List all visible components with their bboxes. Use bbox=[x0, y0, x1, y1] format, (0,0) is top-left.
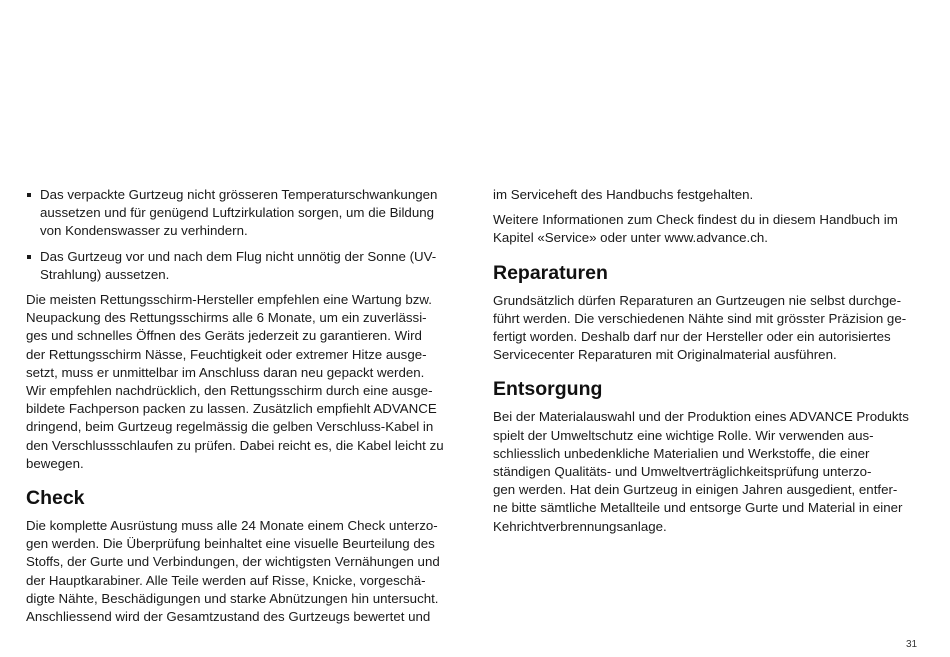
text-line: im Serviceheft des Handbuchs festgehalten. bbox=[493, 187, 754, 202]
text-line: ne bitte sämtliche Metallteile und entsorge Gurte und Material in einer bbox=[493, 500, 903, 516]
check-paragraph bbox=[26, 517, 454, 626]
page-number: 31 bbox=[906, 639, 918, 650]
bullet-square-icon bbox=[27, 193, 31, 197]
text-line: fertigt worden. Deshalb darf nur der Hersteller oder ein autorisiertes bbox=[493, 329, 891, 345]
text-line: Das Gurtzeug vor und nach dem Flug nicht unnötig der Sonne (UV- bbox=[40, 248, 437, 264]
text-line: gen werden. Die Überprüfung beinhaltet eine visuelle Beurteilung des bbox=[26, 536, 435, 552]
text-line: dringend, beim Gurtzeug regelmässig die gelben Verschluss-Kabel in bbox=[26, 419, 434, 435]
disposal-paragraph bbox=[493, 408, 917, 535]
text-line: Weitere Informationen zum Check findest du in diesem Handbuch im bbox=[493, 212, 898, 228]
list-item bbox=[26, 186, 454, 241]
section-heading-repairs: Reparaturen bbox=[493, 261, 608, 284]
text-line: der Rettungsschirm Nässe, Feuchtigkeit oder extremer Hitze ausge- bbox=[26, 346, 427, 362]
list-item bbox=[26, 248, 454, 284]
text-line: spielt der Umweltschutz eine wichtige Rolle. Wir verwenden aus- bbox=[493, 427, 874, 443]
text-line: bewegen. bbox=[26, 455, 84, 471]
text-line: den Verschlussschlaufen zu prüfen. Dabei reicht es, die Kabel leicht zu bbox=[26, 437, 444, 453]
text-line: bildete Fachperson packen zu lassen. Zusätzlich empfiehlt ADVANCE bbox=[26, 401, 437, 417]
text-line: schliesslich unbedenkliche Materialien und Werkstoffe, die einer bbox=[493, 445, 870, 461]
text-line: gen werden. Hat dein Gurtzeug in einigen Jahren ausgedient, entfer- bbox=[493, 482, 898, 498]
text-line: ges und schnelles Öffnen des Geräts jederzeit zu garantieren. Wird bbox=[26, 328, 422, 344]
text-line: Das verpackte Gurtzeug nicht grösseren Temperaturschwankungen bbox=[40, 187, 438, 202]
text-line: ständigen Qualitäts- und Umweltverträglichkeitsprüfung unterzo- bbox=[493, 464, 872, 480]
text-line: Wir empfehlen nachdrücklich, den Rettungsschirm durch eine ausge- bbox=[26, 383, 433, 399]
text-line: Die meisten Rettungsschirm-Hersteller empfehlen eine Wartung bzw. bbox=[26, 292, 432, 308]
repairs-paragraph bbox=[493, 292, 917, 365]
text-line: aussetzen und für genügend Luftzirkulation sorgen, um die Bildung bbox=[40, 205, 434, 221]
check-continued-paragraph bbox=[493, 186, 917, 204]
text-line: Strahlung) aussetzen. bbox=[40, 266, 170, 282]
text-line: Kehrichtverbrennungsanlage. bbox=[493, 518, 667, 534]
left-column bbox=[26, 186, 454, 633]
bullet-square-icon bbox=[27, 255, 31, 259]
section-heading-check: Check bbox=[26, 487, 85, 510]
text-line: Kapitel «Service» oder unter www.advance.ch. bbox=[493, 230, 768, 246]
text-line: der Hauptkarabiner. Alle Teile werden auf Risse, Knicke, vorgeschä- bbox=[26, 572, 426, 588]
right-column bbox=[493, 186, 917, 543]
text-line: Servicecenter Reparaturen mit Originalmaterial ausführen. bbox=[493, 347, 837, 363]
text-line: setzt, muss er unmittelbar im Anschluss daran neu gepackt werden. bbox=[26, 364, 425, 380]
text-line: Bei der Materialauswahl und der Produktion eines ADVANCE Produkts bbox=[493, 409, 909, 425]
text-line: digte Nähte, Beschädigungen und starke Abnützungen hin untersucht. bbox=[26, 590, 439, 606]
text-line: Die komplette Ausrüstung muss alle 24 Monate einem Check unterzo- bbox=[26, 518, 438, 534]
text-line: von Kondenswasser zu verhindern. bbox=[40, 223, 248, 239]
more-info-paragraph bbox=[493, 211, 917, 247]
text-line: Neupackung des Rettungsschirms alle 6 Monate, um ein zuverlässi- bbox=[26, 310, 427, 326]
storage-bullet-list bbox=[26, 186, 454, 284]
text-line: Anschliessend wird der Gesamtzustand des Gurtzeugs bewertet und bbox=[26, 609, 431, 625]
text-line: Grundsätzlich dürfen Reparaturen an Gurtzeugen nie selbst durchge- bbox=[493, 292, 902, 308]
rescue-parachute-paragraph bbox=[26, 291, 454, 473]
section-heading-disposal: Entsorgung bbox=[493, 378, 603, 401]
text-line: führt werden. Die verschiedenen Nähte sind mit grösster Präzision ge- bbox=[493, 310, 907, 326]
text-line: Stoffs, der Gurte und Verbindungen, der wichtigsten Vernähungen und bbox=[26, 554, 440, 570]
